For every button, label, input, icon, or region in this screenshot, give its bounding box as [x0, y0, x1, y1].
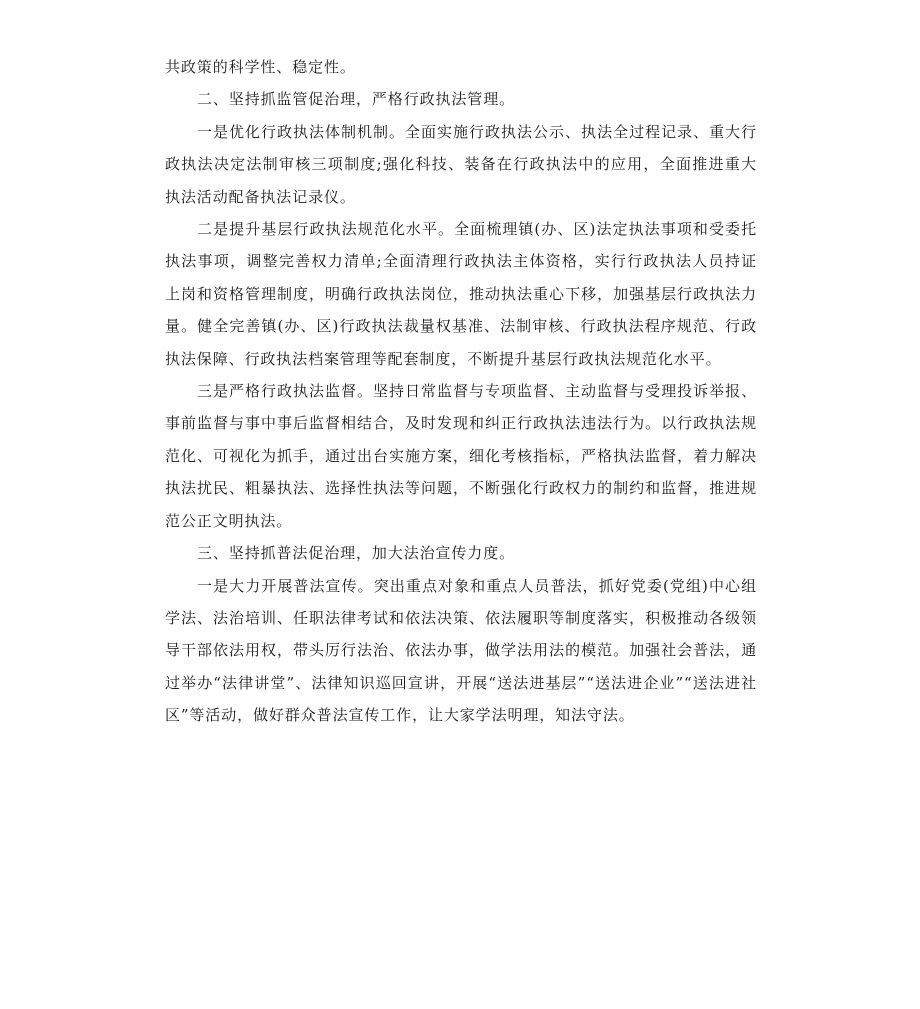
paragraph-enforcement-system: 一是优化行政执法体制机制。全面实施行政执法公示、执法全过程记录、重大行政执法决定法制审核三项制度;强化科技、装备在行政执法中的应用，全面推进重大执法活动配备执法记录仪。	[165, 122, 757, 206]
paragraph-grassroots-enforcement: 二是提升基层行政执法规范化水平。全面梳理镇(办、区)法定执法事项和受委托执法事项，调整完善权力清单;全面清理行政执法主体资格，实行行政执法人员持证上岗和资格管理制度，明确行政执法岗位，推动执法重心下移，加强基层行政执法力量。健全完善镇(办、区)行政执法裁量权基准、法制审核、行政执法程序规范、行政执法保障、行政执法档案管理等配套制度，不断提升基层行政执法规范化水平。	[165, 220, 757, 368]
paragraph-policy-continuation: 共政策的科学性、稳定性。	[165, 58, 356, 76]
section-heading-supervision: 二、坚持抓监管促治理，严格行政执法管理。	[197, 90, 516, 109]
paragraph-enforcement-oversight: 三是严格行政执法监督。坚持日常监督与专项监督、主动监督与受理投诉举报、事前监督与事中事后监督相结合，及时发现和纠正行政执法违法行为。以行政执法规范化、可视化为抓手，通过出台实施方案，细化考核指标，严格执法监督，着力解决执法扰民、粗暴执法、选择性执法等问题，不断强化行政权力的制约和监督，推进规范公正文明执法。	[165, 382, 757, 530]
document-body	[165, 51, 757, 732]
paragraph-legal-publicity: 一是大力开展普法宣传。突出重点对象和重点人员普法，抓好党委(党组)中心组学法、法治培训、任职法律考试和依法决策、依法履职等制度落实，积极推动各级领导干部依法用权，带头厉行法治、依法办事，做学法用法的模范。加强社会普法，通过举办“法律讲堂”、法律知识巡回宣讲，开展“送法进基层”“送法进企业”“送法进社区”等活动，做好群众普法宣传工作，让大家学法明理，知法守法。	[165, 576, 757, 725]
section-heading-legal-education: 三、坚持抓普法促治理，加大法治宣传力度。	[197, 544, 516, 563]
